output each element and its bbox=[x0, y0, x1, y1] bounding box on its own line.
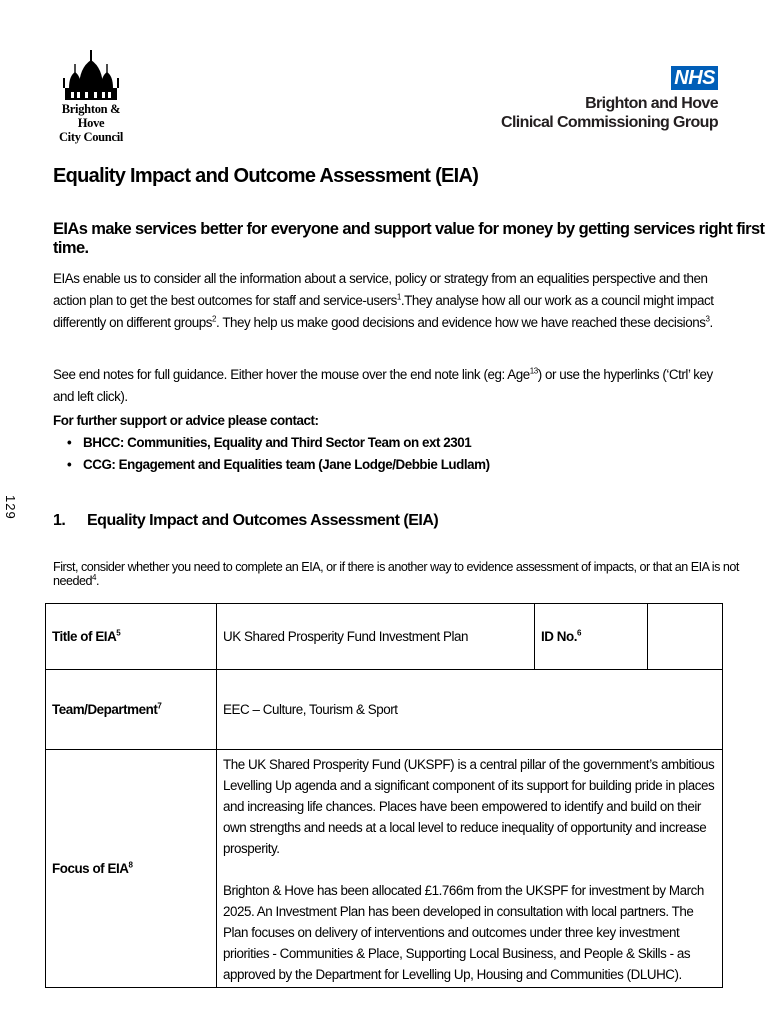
contact-list bbox=[53, 432, 490, 476]
focus-value-cell[interactable] bbox=[217, 750, 723, 988]
nhs-badge: NHS bbox=[671, 66, 718, 90]
document-title: Equality Impact and Outcome Assessment (EIA) bbox=[53, 165, 479, 187]
council-name-line2: City Council bbox=[58, 130, 124, 144]
ccg-name-line1: Brighton and Hove bbox=[585, 95, 718, 112]
section-intro-end: . bbox=[95, 574, 99, 588]
table-row-focus bbox=[46, 750, 723, 988]
section-intro-text: First, consider whether you need to complete an EIA, or if there is another way to evidence assessment of impacts, or that an EIA is not needed bbox=[53, 560, 739, 588]
document-subtitle: EIAs make services better for everyone and support value for money by getting services right first time. bbox=[53, 220, 765, 257]
endnote-link-1[interactable]: 1 bbox=[396, 292, 401, 302]
intro-paragraph bbox=[53, 268, 718, 334]
team-label-cell bbox=[46, 670, 217, 750]
focus-label: Focus of EIA bbox=[52, 861, 129, 876]
id-label-cell bbox=[535, 604, 648, 670]
intro-text-a: EIAs enable us to consider all the information about a service, policy or strategy from an equalities perspective and then action plan to get the best outcomes for staff and service-users bbox=[53, 271, 708, 308]
focus-paragraph-1: The UK Shared Prosperity Fund (UKSPF) is a central pillar of the government’s ambitious Levelling Up agenda and a significant component of its support for building pride in places and increasing life chances. Places have been empowered to identify and build on their own strengths and needs at a local level to reduce inequality of opportunity and increase prosperity. bbox=[223, 757, 715, 856]
endnote-link-6[interactable]: 6 bbox=[576, 628, 581, 638]
section-intro bbox=[53, 560, 770, 588]
page-number: 129 bbox=[3, 495, 18, 520]
contact-heading: For further support or advice please contact: bbox=[53, 413, 319, 428]
eia-table bbox=[45, 603, 723, 988]
guidance-text-a: See end notes for full guidance. Either hover the mouse over the end note link (eg: Age bbox=[53, 367, 530, 382]
bullet-icon: • bbox=[67, 435, 72, 450]
focus-label-cell bbox=[46, 750, 217, 988]
intro-text-b: .They analyse how all our work as a council might impact differently on different groups bbox=[53, 293, 714, 330]
section-heading bbox=[53, 512, 438, 530]
guidance-text-b: ) or use the hyperlinks (‘Ctrl’ key and left click). bbox=[53, 367, 713, 404]
section-number: 1. bbox=[53, 512, 66, 529]
id-value-cell[interactable] bbox=[648, 604, 723, 670]
contact-item bbox=[53, 454, 490, 476]
council-name-line1: Brighton & Hove bbox=[61, 102, 121, 130]
focus-paragraph-2: Brighton & Hove has been allocated £1.766m from the UKSPF for investment by March 2025. An Investment Plan has been developed in consultation with local partners. The Plan focuses on delivery of interventions and outcomes under three key investment priorities - Communities & Place, Supporting Local Business, and People & Skills - as approved by the Department for Levelling Up, Housing and Communities (DLUHC). bbox=[223, 883, 704, 982]
title-value-cell[interactable]: UK Shared Prosperity Fund Investment Plan bbox=[217, 604, 535, 670]
contact-block bbox=[53, 410, 490, 476]
endnote-link-7[interactable]: 7 bbox=[157, 701, 162, 711]
team-label: Team/Department bbox=[52, 702, 158, 717]
endnote-link-4[interactable]: 4 bbox=[92, 572, 96, 582]
bhcc-logo bbox=[50, 48, 132, 144]
team-value-cell[interactable]: EEC – Culture, Tourism & Sport bbox=[217, 670, 723, 750]
table-row-team bbox=[46, 670, 723, 750]
ccg-name-line2: Clinical Commissioning Group bbox=[501, 114, 718, 131]
title-label-cell bbox=[46, 604, 217, 670]
section-title: Equality Impact and Outcomes Assessment (EIA) bbox=[87, 512, 439, 529]
endnote-link-13[interactable]: 13 bbox=[529, 366, 538, 376]
endnote-link-5[interactable]: 5 bbox=[116, 628, 121, 638]
title-label: Title of EIA bbox=[52, 629, 117, 644]
contact-item-text: BHCC: Communities, Equality and Third Sector Team on ext 2301 bbox=[83, 435, 472, 450]
royal-pavilion-icon bbox=[61, 48, 121, 102]
contact-item bbox=[53, 432, 490, 454]
bullet-icon: • bbox=[67, 457, 72, 472]
endnote-link-8[interactable]: 8 bbox=[128, 860, 133, 870]
id-label: ID No. bbox=[541, 629, 577, 644]
intro-text-c: . They help us make good decisions and evidence how we have reached these decisions bbox=[216, 315, 706, 330]
endnote-link-2[interactable]: 2 bbox=[212, 314, 217, 324]
guidance-paragraph bbox=[53, 364, 718, 408]
contact-item-text: CCG: Engagement and Equalities team (Jane Lodge/Debbie Ludlam) bbox=[83, 457, 490, 472]
intro-text-d: . bbox=[709, 315, 713, 330]
endnote-link-3[interactable]: 3 bbox=[705, 314, 710, 324]
table-row-title bbox=[46, 604, 723, 670]
nhs-ccg-logo bbox=[501, 66, 718, 132]
